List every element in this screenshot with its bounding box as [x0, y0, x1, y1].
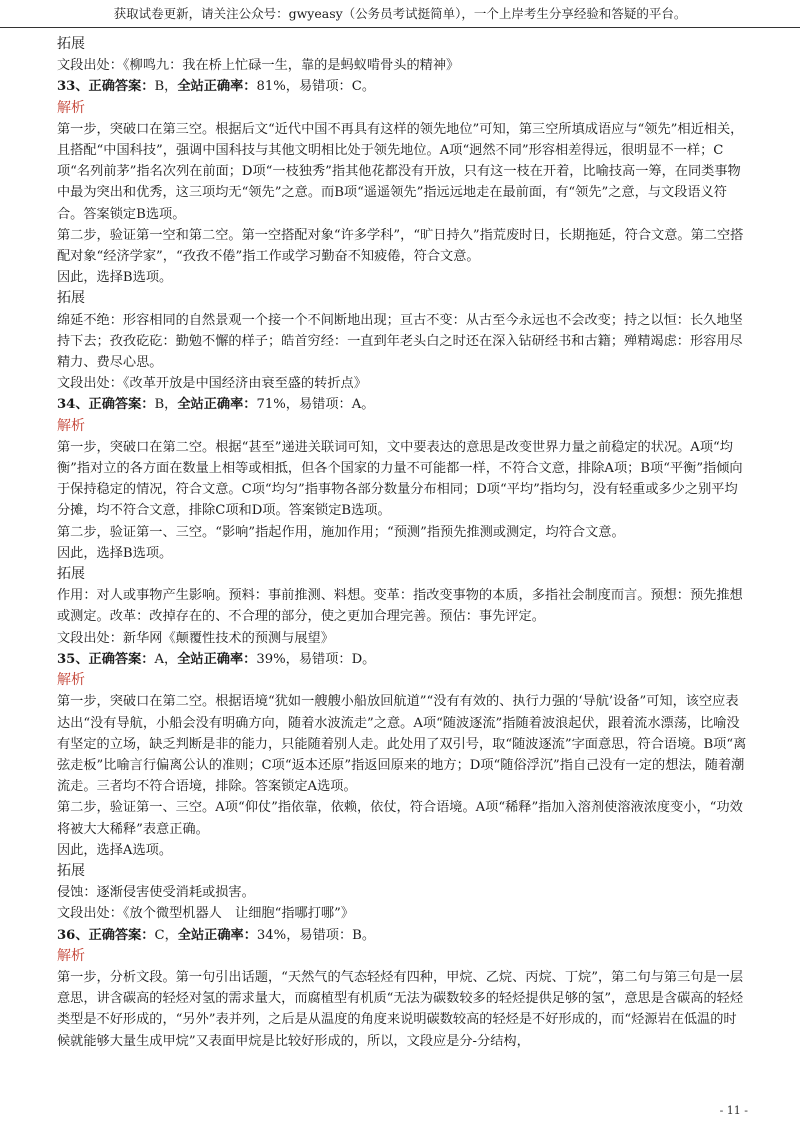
common-wrong-option: 易错项：A。: [299, 397, 375, 413]
section-label-analysis: 解析: [57, 417, 85, 434]
paragraph: 第一步，分析文段。第一句引出话题，“天然气的气态轻烃有四种，甲烷、乙烷、丙烷、丁烷”，第二句与第三句是一层意思，讲含碳高的轻烃对氢的需求量大，而腐植型有机质“无法为碳数较多的轻烃提供足够的氢”，意思是含碳高的轻烃类型是不好形成的，“另外”表并列，之后是从温度的角度来说明碳数较高的轻烃是不好形成的，而“烃源岩在低温的时候就能够大量生成甲烷”又表面甲烷是比较好形成的，所以，文段应是分-分结构，: [57, 969, 744, 1049]
accuracy-label: 全站正确率：: [177, 397, 257, 413]
paragraph: 因此，选择B选项。: [57, 270, 173, 286]
accuracy-label: 全站正确率：: [177, 651, 257, 667]
answer-key-label: 正确答案：: [88, 79, 155, 95]
section-label-analysis: 解析: [57, 947, 85, 964]
paragraph: 因此，选择A选项。: [57, 842, 173, 858]
paragraph: 文段出处：《改革开放是中国经济由衰至盛的转折点》: [57, 376, 367, 392]
common-wrong-option: 易错项：D。: [298, 651, 376, 667]
header-notice: 获取试卷更新，请关注公众号：gwyeasy（公务员考试挺简单），一个上岸考生分享经验和答疑的平台。: [113, 6, 687, 21]
accuracy-value: 39%，: [256, 651, 299, 667]
answer-value: B，: [154, 79, 178, 95]
answer-line: [57, 76, 747, 97]
paragraph: 第一步，突破口在第二空。根据语境“犹如一艘艘小船放回航道”“没有有效的、执行力强的‘导航’设备”可知，该空应表达出“没有导航，小船会没有明确方向，随着水波流走”之意。A项“随波逐流”指随着波浪起伏，跟着流水漂荡，比喻没有坚定的立场，缺乏判断是非的能力，只能随着别人走。此处用了双引号，取“随波逐流”字面意思，符合语境。B项“离弦走板”比喻言行偏离公认的准则；C项“返本还原”指返回原来的地方；D项“随俗浮沉”指自己没有一定的想法，随着潮流走。三者均不符合语境，排除。答案锁定A选项。: [57, 694, 747, 795]
section-label-extension: 拓展: [57, 566, 85, 583]
answer-line: [57, 925, 747, 946]
answer-value: C，: [154, 927, 178, 943]
answer-value: B，: [154, 397, 178, 413]
question-number: 34、: [57, 397, 89, 413]
answer-line: [57, 649, 747, 670]
question-number: 33、: [57, 79, 89, 95]
answer-line: [57, 394, 747, 415]
accuracy-value: 34%，: [256, 927, 300, 943]
paragraph: 作用：对人或事物产生影响。预料：事前推测、料想。变革：指改变事物的本质，多指社会制度而言。预想：预先推想或测定。改革：改掉存在的、不合理的部分，使之更加合理完善。预估：事先评定。: [57, 588, 743, 625]
section-label-analysis: 解析: [57, 99, 85, 116]
answer-key-label: 正确答案：: [88, 397, 155, 413]
section-label-analysis: 解析: [57, 672, 85, 689]
page-number: - 11 -: [719, 1104, 748, 1117]
answer-value: A，: [154, 651, 178, 667]
section-label-extension: 拓展: [57, 36, 85, 52]
paragraph: 第二步，验证第一空和第二空。第一空搭配对象“许多学科”，“旷日持久”指荒废时日，长期拖延，符合文意。第二空搭配对象“经济学家”，“孜孜不倦”指工作或学习勤奋不知疲倦，符合文意。: [57, 227, 744, 265]
section-label-extension: 拓展: [57, 862, 85, 879]
page-header: [0, 0, 800, 28]
accuracy-label: 全站正确率：: [177, 79, 257, 95]
paragraph: 文段出处：《柳鸣九：我在桥上忙碌一生，靠的是蚂蚁啃骨头的精神》: [57, 58, 460, 74]
paragraph: 第二步，验证第一、三空。“影响”指起作用，施加作用；“预测”指预先推测或测定，均符合文意。: [57, 524, 625, 540]
answer-key-label: 正确答案：: [88, 651, 155, 667]
paragraph: 侵蚀：逐渐侵害使受消耗或损害。: [57, 885, 255, 901]
paragraph: 第二步，验证第一、三空。A项“仰仗”指依靠，依赖，依仗，符合语境。A项“稀释”指加入溶剂使溶液浓度变小，“功效将被大大稀释”表意正确。: [57, 800, 743, 837]
paragraph: 第一步，突破口在第二空。根据“甚至”递进关联词可知，文中要表达的意思是改变世界力量之前稳定的状况。A项“均衡”指对立的各方面在数量上相等或相抵，但各个国家的力量不可能都一样，不符合文意，排除A项；B项“平衡”指倾向于保持稳定的情况，符合文意。C项“均匀”指事物各部分数量分布相同；D项“平均”指均匀，没有轻重或多少之别平均分摊，均不符合文意，排除C项和D项。答案锁定B选项。: [57, 439, 743, 519]
section-label-extension: 拓展: [57, 290, 85, 307]
question-number: 36、: [57, 927, 89, 943]
accuracy-label: 全站正确率：: [177, 927, 257, 943]
accuracy-value: 81%，: [256, 79, 299, 95]
question-number: 35、: [57, 651, 89, 667]
accuracy-value: 71%，: [256, 397, 299, 413]
answer-key-label: 正确答案：: [88, 927, 155, 943]
document-body: [57, 34, 747, 1052]
paragraph: 绵延不绝：形容相同的自然景观一个接一个不间断地出现；亘古不变：从古至今永远也不会改变；持之以恒：长久地坚持下去；孜孜矻矻：勤勉不懈的样子；皓首穷经：一直到年老头白之时还在深入钻研经书和古籍；殚精竭虑：形容用尽精力、费尽心思。: [57, 312, 743, 371]
paragraph: 第一步，突破口在第三空。根据后文“近代中国不再具有这样的领先地位”可知，第三空所填成语应与“领先”相近相关，且搭配“中国科技”，强调中国科技与其他文明相比处于领先地位。A项“迥然不同”形容相差得远，很明显不一样；C项“名列前茅”指名次列在前面；D项“一枝独秀”指其他花都没有开放，只有这一枝在开着，比喻技高一筹，在同类事物中最为突出和优秀，这三项均无“领先”之意。而B项“遥遥领先”指远远地走在最前面，有“领先”之意，与文段语义符合。答案锁定B选项。: [57, 121, 744, 222]
common-wrong-option: 易错项：C。: [299, 79, 376, 95]
paragraph: 因此，选择B选项。: [57, 545, 173, 561]
common-wrong-option: 易错项：B。: [299, 927, 376, 943]
paragraph: 文段出处：《放个微型机器人 让细胞“指哪打哪”》: [57, 906, 355, 922]
paragraph: 文段出处：新华网《颠覆性技术的预测与展望》: [57, 630, 334, 646]
